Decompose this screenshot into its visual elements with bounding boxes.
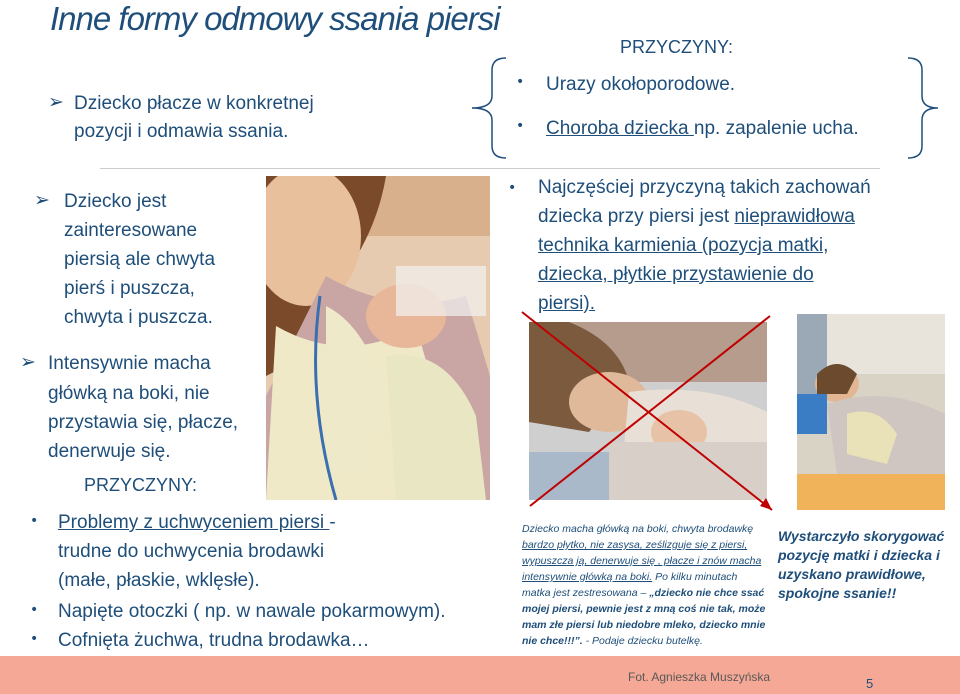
left-cause-1-line1 [58, 508, 336, 537]
bullet: • [516, 74, 525, 90]
caption-line [522, 585, 772, 601]
caption-line: wypuszcza ją, denerwuje się , płacze i znów macha [522, 555, 762, 567]
left-item-3-line-3: przystawia się, płacze, [48, 412, 239, 433]
left-item-2-line-4: pierś i puszcza, [64, 278, 195, 299]
right-causes-label: PRZYCZYNY: [620, 37, 734, 57]
photo-correct-position [797, 314, 945, 510]
left-item-2-line-2: zainteresowane [64, 220, 198, 241]
left-cause-1-dash: - [329, 512, 336, 533]
left-cause-1-line2: trudne do uchwycenia brodawki [58, 541, 325, 562]
left-cause-3: Cofnięta żuchwa, trudna brodawka… [58, 630, 370, 651]
right-main-line5: piersi). [538, 293, 596, 314]
right-main-line4: dziecka, płytkie przystawienie do [538, 264, 814, 285]
left-item-1-line2: pozycji i odmawia ssania. [74, 121, 289, 142]
caption-part: Po kilku minutach [652, 571, 738, 583]
photo-mother-crying-baby [266, 176, 490, 500]
bullet: • [30, 631, 39, 647]
bullet: • [30, 602, 39, 618]
right-brace [904, 56, 944, 160]
right-cause-2-underlined: Choroba dziecka [546, 118, 694, 139]
left-brace [466, 56, 512, 160]
caption-part: intensywnie główką na boki. [522, 571, 653, 583]
caption-incorrect [522, 521, 772, 649]
caption-part: nie chce!!!”. [522, 635, 583, 647]
left-item-3-line-1: Intensywnie macha [48, 353, 211, 374]
bullet: • [516, 118, 525, 134]
caption-correct [778, 527, 958, 603]
right-main-line2 [538, 202, 855, 231]
caption-line [522, 633, 772, 649]
divider-line [100, 168, 880, 169]
arrow-bullet-icon: ➢ [20, 351, 36, 373]
left-item-2-line-5: chwyta i puszcza. [64, 307, 213, 328]
caption-line: spokojne ssanie!! [778, 585, 897, 601]
footer-bar [0, 656, 960, 694]
bullet: • [508, 180, 517, 196]
left-cause-1-line3: (małe, płaskie, wklęsłe). [58, 570, 260, 591]
bullet: • [30, 513, 39, 529]
left-cause-1-underlined: Problemy z uchwyceniem piersi [58, 512, 330, 533]
left-item-3-line-4: denerwuje się. [48, 441, 171, 462]
right-cause-2-rest: np. zapalenie ucha. [693, 118, 859, 139]
right-cause-2 [546, 114, 859, 143]
caption-line: uzyskano prawidłowe, [778, 566, 926, 582]
left-item-2-line-3: piersią ale chwyta [64, 249, 216, 270]
caption-part: „dziecko nie chce ssać [649, 587, 765, 599]
page-number: 5 [866, 676, 874, 691]
caption-line: pozycję matki i dziecka i [778, 547, 940, 563]
left-cause-2: Napięte otoczki ( np. w nawale pokarmowym). [58, 601, 446, 622]
right-main-line3: technika karmienia (pozycja matki, [538, 235, 829, 256]
arrow-bullet-icon: ➢ [34, 189, 50, 211]
arrow-bullet-icon: ➢ [48, 91, 64, 113]
caption-line: Wystarczyło skorygować [778, 528, 945, 544]
cross-mark-icon [520, 310, 782, 520]
photo-credit: Fot. Agnieszka Muszyńska [628, 670, 771, 684]
caption-line: Dziecko macha główką na boki, chwyta brodawkę [522, 523, 754, 535]
page-title: Inne formy odmowy ssania piersi [50, 0, 500, 37]
caption-part: matka jest zestresowana – [522, 587, 650, 599]
right-main-line2-underlined: nieprawidłowa [734, 206, 855, 227]
caption-part: - Podaje dziecku butelkę. [582, 635, 703, 647]
caption-line: mojej piersi, pewnie jest z mną coś nie tak, może [522, 603, 766, 615]
left-item-2-line-1: Dziecko jest [64, 191, 167, 212]
right-main-line1: Najczęściej przyczyną takich zachowań [538, 177, 871, 198]
left-item-3-line-2: główką na boki, nie [48, 383, 210, 404]
left-causes-label: PRZYCZYNY: [84, 475, 198, 495]
right-cause-1: Urazy okołoporodowe. [546, 74, 736, 95]
right-main-line2-a: dziecka przy piersi jest [538, 206, 735, 227]
caption-line: bardzo płytko, nie zasysa, ześlizguje się z piersi, [522, 539, 748, 551]
left-item-1-line1: Dziecko płacze w konkretnej [74, 93, 314, 114]
caption-line: mam złe piersi lub niedobre mleko, dziecko mnie [522, 619, 766, 631]
caption-line [522, 569, 772, 585]
